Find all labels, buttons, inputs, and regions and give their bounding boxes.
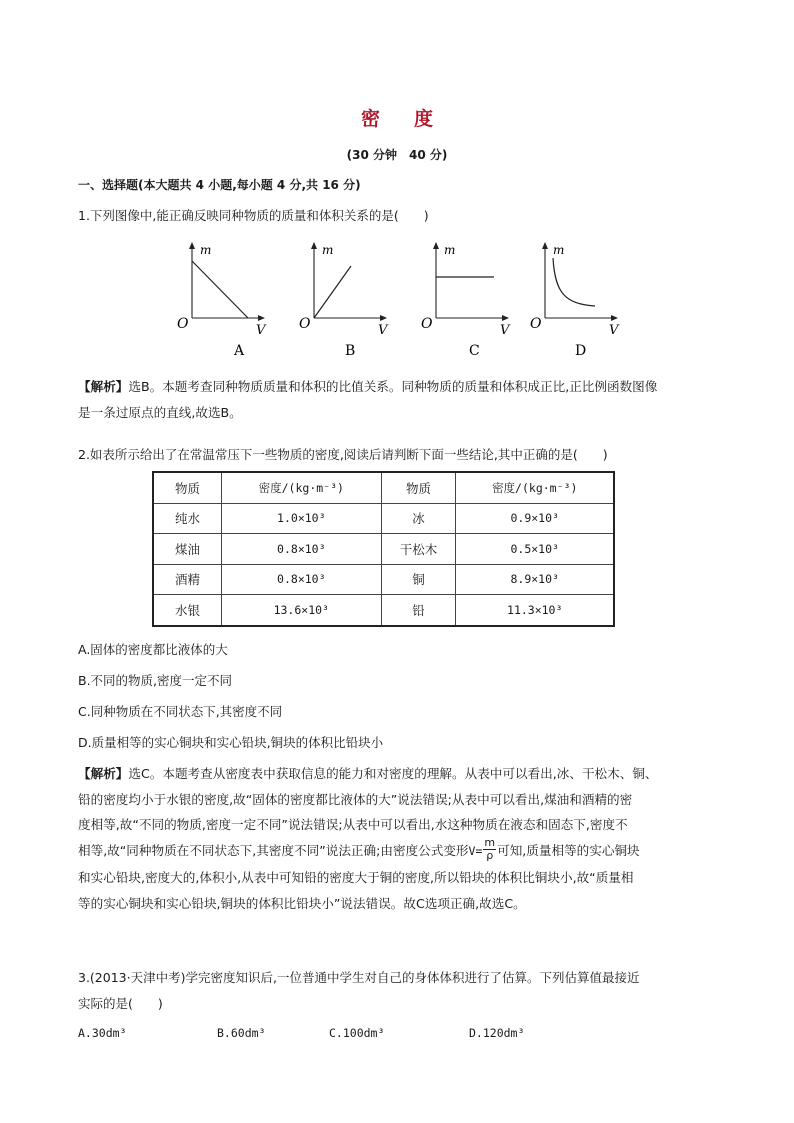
q2-stem: 2.如表所示给出了在常温常压下一些物质的密度,阅读后请判断下面一些结论,其中正确的是( ) <box>78 447 608 462</box>
formula-tail: 可知,质量相等的实心铜块 <box>497 843 640 859</box>
q3-option-d: D.120dm³ <box>469 1026 525 1040</box>
section-heading: 一、选择题(本大题共 4 小题,每小题 4 分,共 16 分) <box>78 178 361 192</box>
graph-d-curve <box>553 258 595 306</box>
table-cell: 酒精 <box>153 564 222 595</box>
table-cell: 11.3×10³ <box>456 595 614 626</box>
q1-analysis-line2: 是一条过原点的直线,故选B。 <box>78 404 242 420</box>
table-header-cell: 密度/(kg·m⁻³) <box>456 472 614 503</box>
table-cell: 煤油 <box>153 534 222 565</box>
page-title <box>0 104 794 131</box>
graph-d-v-label: V <box>609 323 619 338</box>
table-row <box>153 564 614 595</box>
table-cell: 纯水 <box>153 503 222 534</box>
title-char-2: 度 <box>414 108 434 130</box>
q2-analysis-line: 等的实心铜块和实心铅块,铜块的体积比铅块小”说法错误。故C选项正确,故选C。 <box>78 895 526 911</box>
density-fraction <box>483 837 496 862</box>
table-row <box>153 503 614 534</box>
q2-analysis-line: 铅的密度均小于水银的密度,故“固体的密度都比液体的大”说法错误;从表中可以看出,煤油和酒精的密 <box>78 791 633 807</box>
table-cell: 0.9×10³ <box>456 503 614 534</box>
q2-analysis-line: 和实心铅块,密度大的,体积小,从表中可知铅的密度大于铜的密度,所以铅块的体积比铜块小,故“质量相 <box>78 869 634 885</box>
table-cell: 0.8×10³ <box>222 534 382 565</box>
q1-analysis-tag: 【解析】 <box>78 379 129 394</box>
table-cell: 0.5×10³ <box>456 534 614 565</box>
graph-c-letter: C <box>469 343 480 359</box>
q2-option-c: C.同种物质在不同状态下,其密度不同 <box>78 704 283 719</box>
fraction-denominator: ρ <box>486 849 494 863</box>
graph-a-m-label: m <box>200 243 212 257</box>
table-row <box>153 534 614 565</box>
graph-b-m-label: m <box>322 243 334 257</box>
table-cell: 干松木 <box>381 534 456 565</box>
table-header-row <box>153 472 614 503</box>
graph-a-line <box>192 261 248 318</box>
q2-option-b: B.不同的物质,密度一定不同 <box>78 673 233 688</box>
graph-a-v-label: V <box>256 323 266 338</box>
q2-analysis <box>78 761 723 916</box>
q3-stem-line2: 实际的是( ) <box>78 996 163 1011</box>
table-cell: 冰 <box>381 503 456 534</box>
q1-stem: 1.下列图像中,能正确反映同种物质的质量和体积关系的是( ) <box>78 208 429 223</box>
graph-c-m-label: m <box>444 243 456 257</box>
graph-b <box>299 243 389 359</box>
title-char-1: 密 <box>360 108 380 130</box>
graph-c-v-label: V <box>500 323 510 338</box>
graph-b-letter: B <box>345 343 356 359</box>
graph-b-line <box>314 266 351 318</box>
graph-d-origin-label: O <box>530 316 542 332</box>
q2-option-a: A.固体的密度都比液体的大 <box>78 642 228 657</box>
time-score-subtitle: (30 分钟 40 分) <box>346 148 448 162</box>
density-table <box>152 471 615 627</box>
table-cell: 水银 <box>153 595 222 626</box>
table-row <box>153 595 614 626</box>
q2-analysis-tag: 【解析】 <box>78 766 129 781</box>
q1-graph-panel <box>170 238 630 362</box>
graph-a <box>177 243 267 359</box>
formula-lhs: V= <box>468 844 483 859</box>
graph-b-origin-label: O <box>299 316 311 332</box>
q1-analysis-line1: 选B。本题考查同种物质质量和体积的比值关系。同种物质的质量和体积成正比,正比例函数图像 <box>128 379 658 394</box>
q3-option-a: A.30dm³ <box>78 1026 127 1040</box>
table-cell: 铜 <box>381 564 456 595</box>
table-cell: 0.8×10³ <box>222 564 382 595</box>
graph-a-origin-label: O <box>177 316 189 332</box>
fraction-numerator: m <box>484 836 496 850</box>
graph-a-letter: A <box>234 343 245 359</box>
q2-option-d: D.质量相等的实心铜块和实心铅块,铜块的体积比铅块小 <box>78 735 384 750</box>
table-cell: 13.6×10³ <box>222 595 382 626</box>
table-header-cell: 物质 <box>381 472 456 503</box>
table-cell: 铅 <box>381 595 456 626</box>
graph-d <box>530 243 620 359</box>
q2-analysis-line: 选C。本题考查从密度表中获取信息的能力和对密度的理解。从表中可以看出,冰、干松木、铜、 <box>128 766 658 781</box>
table-header-cell: 物质 <box>153 472 222 503</box>
graph-c-origin-label: O <box>421 316 433 332</box>
q2-analysis-line: 相等,故“同种物质在不同状态下,其密度不同”说法正确;由密度公式变形 <box>78 843 469 859</box>
graph-d-m-label: m <box>553 243 565 257</box>
q2-analysis-line: 度相等,故“不同的物质,密度一定不同”说法错误;从表中可以看出,水这种物质在液态和固态下,密度不 <box>78 817 628 833</box>
graph-d-letter: D <box>575 343 587 359</box>
table-cell: 1.0×10³ <box>222 503 382 534</box>
q3-option-c: C.100dm³ <box>329 1026 385 1040</box>
q3-stem-line1: 3.(2013·天津中考)学完密度知识后,一位普通中学生对自己的身体体积进行了估算。下列估算值最接近 <box>78 970 640 985</box>
table-header-cell: 密度/(kg·m⁻³) <box>222 472 382 503</box>
graph-c <box>421 243 511 359</box>
graph-b-v-label: V <box>378 323 388 338</box>
q3-option-b: B.60dm³ <box>217 1026 266 1040</box>
table-cell: 8.9×10³ <box>456 564 614 595</box>
q1-analysis <box>78 374 723 425</box>
